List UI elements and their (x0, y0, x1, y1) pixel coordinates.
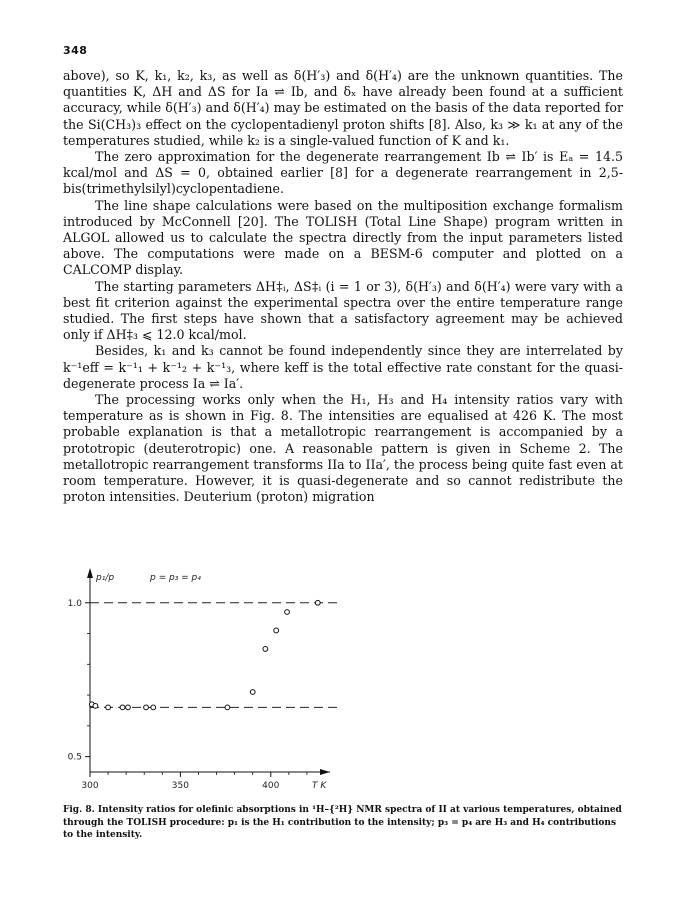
x-tick-label: 350 (171, 781, 189, 791)
page-number: 348 (63, 44, 88, 57)
y-tick-label: 0.5 (67, 752, 82, 763)
paragraph: The processing works only when the H₁, H₃ and H₄ intensity ratios vary with temperature as is shown in Fig. 8. The intensities are equalised at 426 K. The most probable explanation is that a metallotropic rearrangement is accompanied by a prototropic (deuterotropic) one. A reasonable pattern is given in Scheme 2. The metallotropic rearrangement transforms IIa to IIa′, the process being quite fast even at room temperature. However, it is quasi-degenerate and so cannot redistribute the proton intensities. Deuterium (proton) migration (63, 392, 623, 505)
data-point (93, 703, 98, 708)
paragraph: The line shape calculations were based on the multiposition exchange formalism introduced by McConnell [20]. The TOLISH (Total Line Shape) program written in ALGOL allowed us to calculate the spectra directly from the input parameters listed above. The computations were made on a BESM-6 computer and plotted on a CALCOMP display. (63, 197, 623, 278)
data-point (126, 705, 131, 710)
body-text (63, 68, 623, 505)
x-axis-arrow (320, 769, 330, 775)
y-tick-label: 1.0 (67, 598, 82, 609)
data-point (274, 628, 279, 633)
data-point (250, 690, 255, 695)
paragraph: Besides, k₁ and k₃ cannot be found independently since they are interrelated by k⁻¹eff = k⁻¹₁ + k⁻¹₂ + k⁻¹₃, where keff is the total effective rate constant for the quasi-degenerate process Ia ⇌ Ia′. (63, 343, 623, 391)
data-point (106, 705, 111, 710)
y-axis-arrow (87, 568, 93, 578)
figure-8 (40, 560, 380, 800)
data-point (151, 705, 156, 710)
paragraph: The starting parameters ΔH‡ᵢ, ΔS‡ᵢ (i = 1 or 3), δ(H′₃) and δ(H′₄) were vary with a best fit criterion against the experimental spectra over the entire temperature range studied. The first steps have shown that a satisfactory agreement may be achieved only if ΔH‡₃ ⩽ 12.0 kcal/mol. (63, 278, 623, 343)
figure-caption: Fig. 8. Intensity ratios for olefinic absorptions in ¹H–{²H} NMR spectra of II at various temperatures, obtained through the TOLISH procedure: p₁ is the H₁ contribution to the intensity; p₃ = p₄ are H₃ and H₄ contributions to the intensity. (63, 805, 622, 840)
data-point (120, 705, 125, 710)
paragraph: The zero approximation for the degenerate rearrangement Ib ⇌ Ib′ is Eₐ = 14.5 kcal/mol and ΔS = 0, obtained earlier [8] for a degenerate rearrangement in 2,5-bis(trimethylsilyl)cyclopentadiene. (63, 149, 623, 197)
x-tick-label: 400 (262, 781, 280, 791)
data-point (315, 600, 320, 605)
intensity-ratio-chart (40, 560, 380, 800)
legend-text: p = p₃ = p₄ (150, 573, 201, 583)
data-points (89, 600, 320, 709)
data-point (144, 705, 149, 710)
data-point (263, 647, 268, 652)
paragraph: above), so K, k₁, k₂, k₃, as well as δ(H′₃) and δ(H′₄) are the unknown quantities. The quantities K, ΔH and ΔS for Ia ⇌ Ib, and δₓ have already been found at a sufficient accuracy, while δ(H′₃) and δ(H′₄) may be estimated on the basis of the data reported for the Si(CH₃)₃ effect on the cyclopentadienyl proton shifts [8]. Also, k₃ ≫ k₁ at any of the temperatures studied, while k₂ is a single-valued function of K and k₁. (63, 68, 623, 148)
x-tick-label: 300 (81, 781, 99, 791)
y-axis-label: p₁/p (96, 573, 115, 583)
data-point (285, 610, 290, 615)
data-point (225, 705, 230, 710)
x-axis-label: T K (312, 781, 327, 791)
axis-ticks (68, 599, 307, 791)
reference-lines (90, 603, 340, 708)
